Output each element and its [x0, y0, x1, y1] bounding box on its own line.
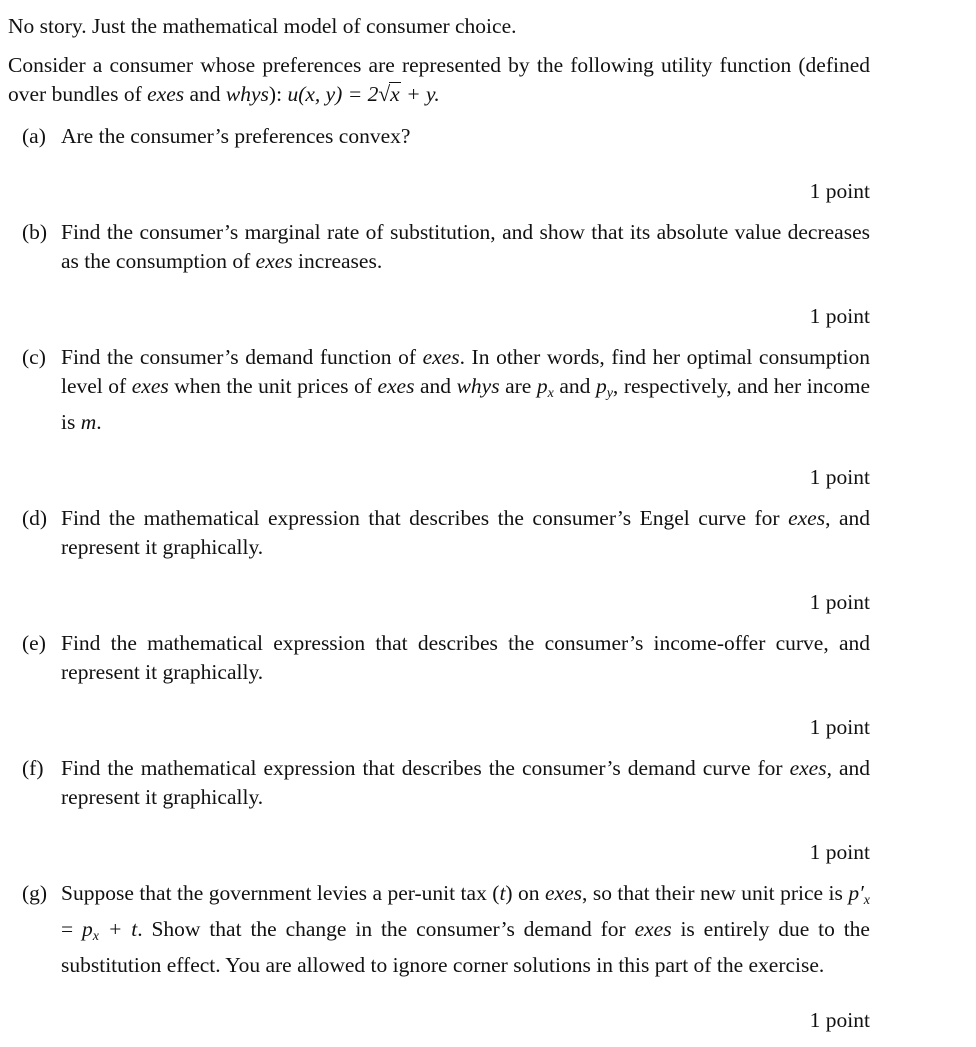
question-f — [8, 754, 870, 867]
question-label: (a) — [22, 124, 46, 148]
points-label: 1 point — [809, 840, 870, 864]
question-text: Find the mathematical expression that describes the consumer’s Engel curve for exes, and represent it graphically. — [61, 506, 870, 559]
question-b — [8, 218, 870, 331]
question-text: Are the consumer’s preferences convex? — [61, 124, 411, 148]
question-g — [8, 879, 870, 1035]
question-label: (b) — [22, 220, 48, 244]
points-label: 1 point — [809, 590, 870, 614]
question-e — [8, 629, 870, 742]
question-label: (g) — [22, 881, 48, 905]
intro-line: No story. Just the mathematical model of consumer choice. — [8, 14, 517, 38]
points-label: 1 point — [809, 1008, 870, 1032]
question-text: Find the mathematical expression that describes the consumer’s demand curve for exes, and represent it graphically. — [61, 756, 870, 809]
points-label: 1 point — [809, 179, 870, 203]
question-c — [8, 343, 870, 492]
points-label: 1 point — [809, 304, 870, 328]
question-text: Find the consumer’s demand function of exes. In other words, find her optimal consumption level of exes when the unit prices of exes and whys are $p_x$ and $p_y$, respectively, and her income is m. — [61, 345, 871, 434]
question-text: Find the consumer’s marginal rate of substitution, and show that its absolute value decreases as the consumption of exes increases. — [61, 220, 870, 273]
points-label: 1 point — [809, 465, 870, 489]
question-label: (e) — [22, 631, 46, 655]
question-label: (c) — [22, 345, 46, 369]
question-a — [8, 122, 870, 206]
question-label: (d) — [22, 506, 48, 530]
question-text: Suppose that the government levies a per-unit tax (t) on exes, so that their new unit price is $p'_x = p_x + t$. Show that the change in the consumer’s demand for exes is entirely due to the substitution effect. You are allowed to ignore corner solutions in this part of the exercise. — [61, 881, 870, 977]
question-label: (f) — [22, 756, 44, 780]
question-text: Find the mathematical expression that describes the consumer’s income-offer curve, and represent it graphically. — [61, 631, 870, 684]
problem-statement: Consider a consumer whose preferences are represented by the following utility function (defined over bundles of exes and whys): u(x, y) = 2√x + y. — [8, 53, 870, 106]
question-d — [8, 504, 870, 617]
points-label: 1 point — [809, 715, 870, 739]
utility-function: u(x, y) = 2√x + y. — [287, 82, 440, 106]
document-page — [8, 12, 870, 1047]
